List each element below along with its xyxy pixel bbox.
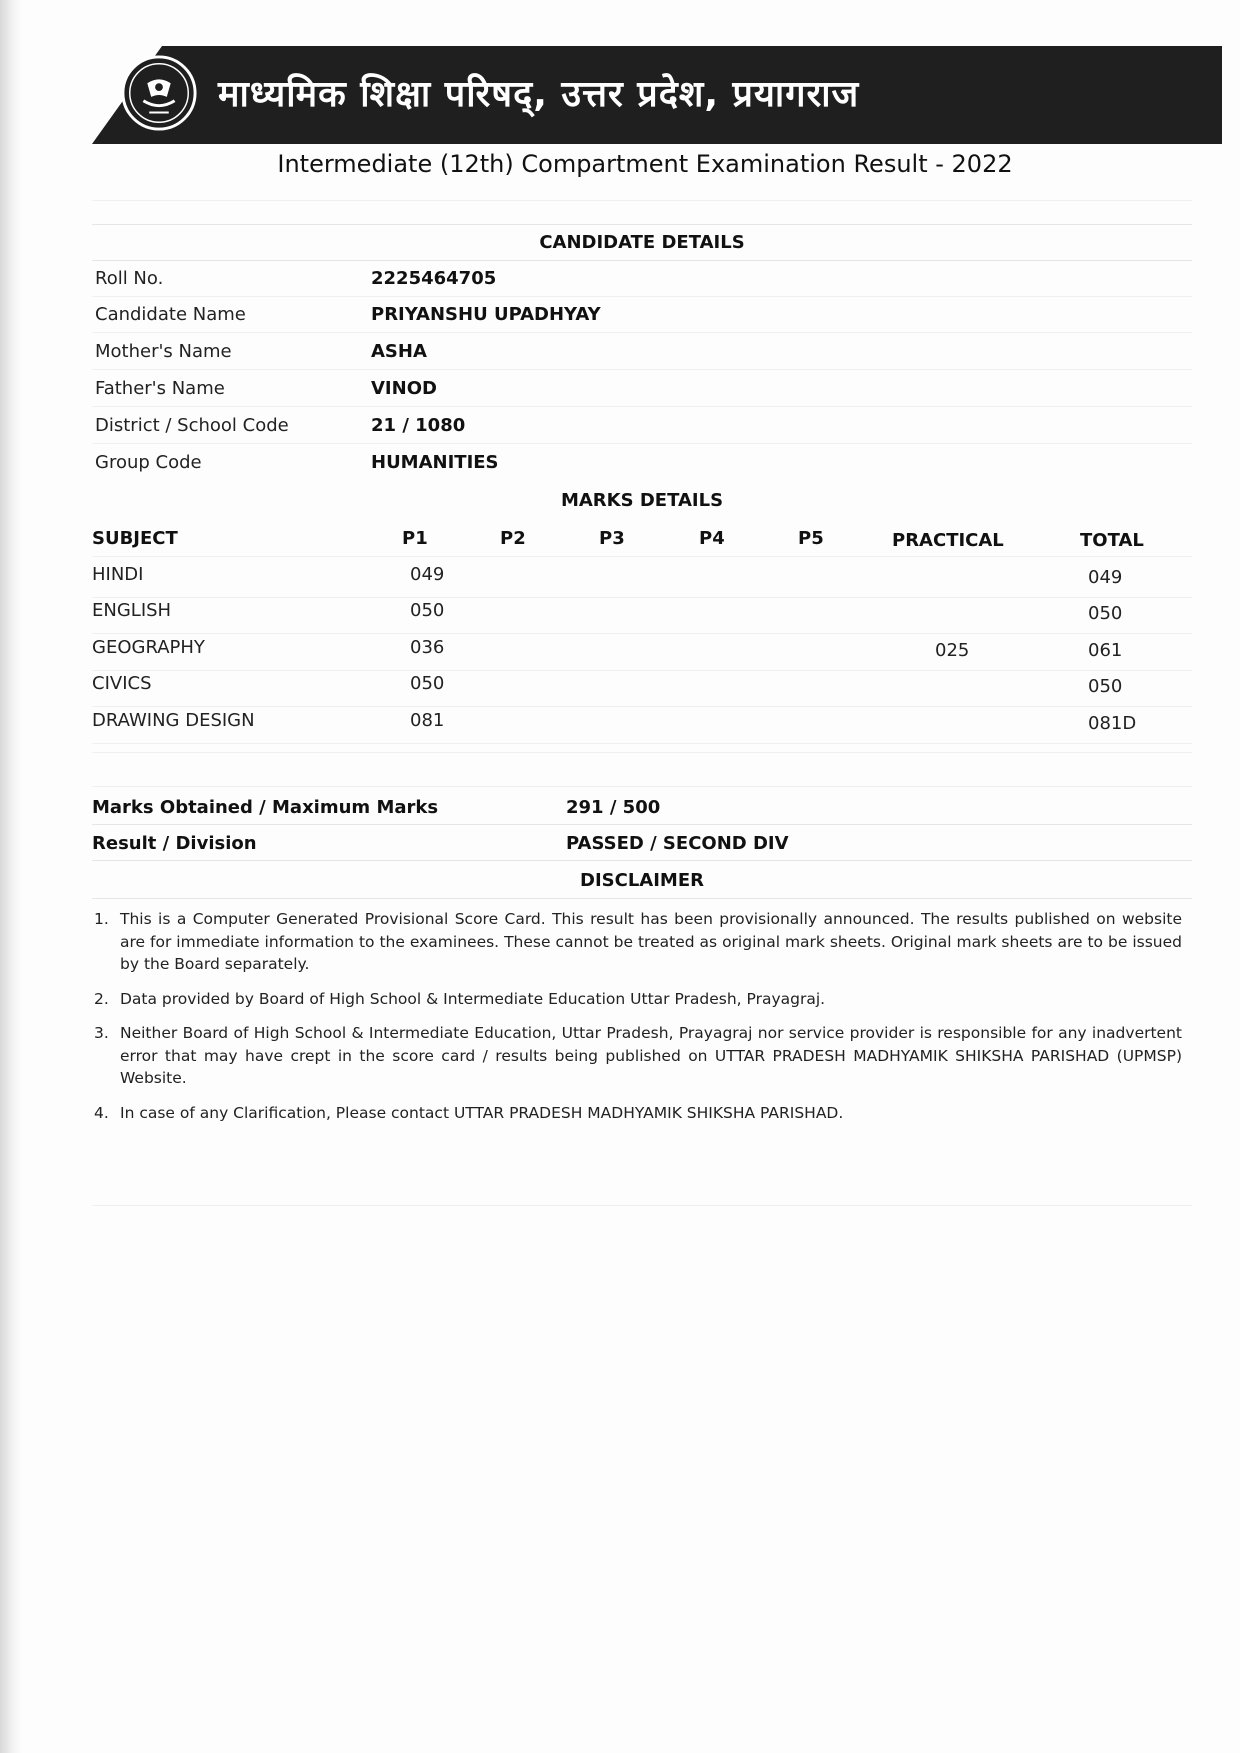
result-division-label: Result / Division — [92, 833, 257, 854]
disclaimer-item — [92, 1102, 1182, 1125]
divider — [92, 597, 1192, 598]
column-header-p1: P1 — [402, 528, 428, 549]
cell-total: 061 — [1088, 640, 1123, 661]
divider — [92, 898, 1192, 899]
cell-subject: HINDI — [92, 564, 144, 585]
cell-subject: GEOGRAPHY — [92, 637, 205, 658]
candidate-detail-row — [95, 446, 1195, 482]
disclaimer-item-text: Data provided by Board of High School & Intermediate Education Uttar Pradesh, Prayagraj. — [120, 989, 826, 1008]
disclaimer-item-number: 2. — [94, 989, 109, 1008]
result-division-value: PASSED / SECOND DIV — [566, 833, 789, 854]
disclaimer-item-text: This is a Computer Generated Provisional Score Card. This result has been provisionally announced. The results published on website are for immediate information to the examinees. These cannot be treated as original mark sheets. Original mark sheets are to be issued by the Board separately. — [120, 910, 1182, 973]
cell-p1: 049 — [410, 564, 445, 585]
candidate-detail-value: 21 / 1080 — [371, 415, 466, 436]
divider — [92, 200, 1192, 201]
column-header-p3: P3 — [599, 528, 625, 549]
board-name-hindi: माध्यमिक शिक्षा परिषद्, उत्तर प्रदेश, प्रयागराज — [218, 74, 860, 115]
cell-p1: 036 — [410, 637, 445, 658]
candidate-detail-label: Mother's Name — [95, 341, 232, 362]
disclaimer-list — [92, 908, 1182, 1136]
disclaimer-item-number: 4. — [94, 1103, 109, 1122]
table-row — [92, 637, 1192, 673]
divider — [92, 670, 1192, 671]
table-row — [92, 673, 1192, 709]
table-row — [92, 564, 1192, 600]
candidate-detail-row — [95, 262, 1195, 298]
candidate-detail-label: District / School Code — [95, 415, 289, 436]
disclaimer-item — [92, 908, 1182, 976]
cell-total: 050 — [1088, 603, 1123, 624]
candidate-detail-label: Group Code — [95, 452, 202, 473]
cell-practical: 025 — [935, 640, 970, 661]
candidate-detail-value: PRIYANSHU UPADHYAY — [371, 304, 601, 325]
table-row — [92, 710, 1192, 746]
marks-obtained-value: 291 / 500 — [566, 797, 661, 818]
column-header-p4: P4 — [699, 528, 725, 549]
candidate-detail-label: Candidate Name — [95, 304, 246, 325]
divider — [92, 260, 1192, 261]
cell-subject: DRAWING DESIGN — [92, 710, 255, 731]
cell-p1: 050 — [410, 600, 445, 621]
candidate-detail-value: ASHA — [371, 341, 427, 362]
column-header-practical: PRACTICAL — [892, 530, 1004, 551]
scan-edge-shadow — [0, 0, 22, 1753]
divider — [92, 369, 1192, 370]
divider — [92, 824, 1192, 825]
divider — [92, 296, 1192, 297]
marks-details-heading: MARKS DETAILS — [560, 490, 724, 511]
disclaimer-item — [92, 988, 1182, 1011]
candidate-detail-row — [95, 298, 1195, 334]
divider — [92, 406, 1192, 407]
disclaimer-item — [92, 1022, 1182, 1090]
cell-p1: 050 — [410, 673, 445, 694]
divider — [92, 443, 1192, 444]
divider — [92, 860, 1192, 861]
column-header-total: TOTAL — [1080, 530, 1144, 551]
cell-subject: ENGLISH — [92, 600, 172, 621]
disclaimer-item-text: In case of any Clarification, Please contact UTTAR PRADESH MADHYAMIK SHIKSHA PARISHAD. — [120, 1103, 844, 1122]
marks-table-header — [92, 528, 1192, 564]
candidate-detail-value: 2225464705 — [371, 268, 497, 289]
column-header-subject: SUBJECT — [92, 528, 178, 549]
candidate-details-heading: CANDIDATE DETAILS — [539, 232, 745, 253]
divider — [92, 1205, 1192, 1206]
marks-obtained-label: Marks Obtained / Maximum Marks — [92, 797, 439, 818]
exam-title: Intermediate (12th) Compartment Examination Result - 2022 — [277, 150, 1013, 178]
candidate-detail-label: Father's Name — [95, 378, 225, 399]
candidate-detail-row — [95, 372, 1195, 408]
up-government-emblem-icon — [120, 54, 198, 132]
divider — [92, 752, 1192, 753]
candidate-detail-value: VINOD — [371, 378, 437, 399]
candidate-detail-row — [95, 409, 1195, 445]
cell-p1: 081 — [410, 710, 445, 731]
cell-total: 081D — [1088, 713, 1137, 734]
disclaimer-item-text: Neither Board of High School & Intermediate Education, Uttar Pradesh, Prayagraj nor service provider is responsible for any inadvertent error that may have crept in the score card / results being published on UTTAR PRADESH MADHYAMIK SHIKSHA PARISHAD (UPMSP) Website. — [120, 1024, 1182, 1087]
divider — [92, 556, 1192, 557]
divider — [92, 224, 1192, 225]
candidate-detail-row — [95, 335, 1195, 371]
cell-subject: CIVICS — [92, 673, 152, 694]
column-header-p5: P5 — [798, 528, 824, 549]
divider — [92, 633, 1192, 634]
candidate-detail-value: HUMANITIES — [371, 452, 499, 473]
candidate-detail-label: Roll No. — [95, 268, 164, 289]
column-header-p2: P2 — [500, 528, 526, 549]
divider — [92, 743, 1192, 744]
divider — [92, 786, 1192, 787]
disclaimer-item-number: 3. — [94, 1024, 109, 1042]
disclaimer-heading: DISCLAIMER — [580, 870, 704, 891]
disclaimer-item-number: 1. — [94, 910, 109, 928]
divider — [92, 332, 1192, 333]
divider — [92, 706, 1192, 707]
table-row — [92, 600, 1192, 636]
cell-total: 049 — [1088, 567, 1123, 588]
cell-total: 050 — [1088, 676, 1123, 697]
